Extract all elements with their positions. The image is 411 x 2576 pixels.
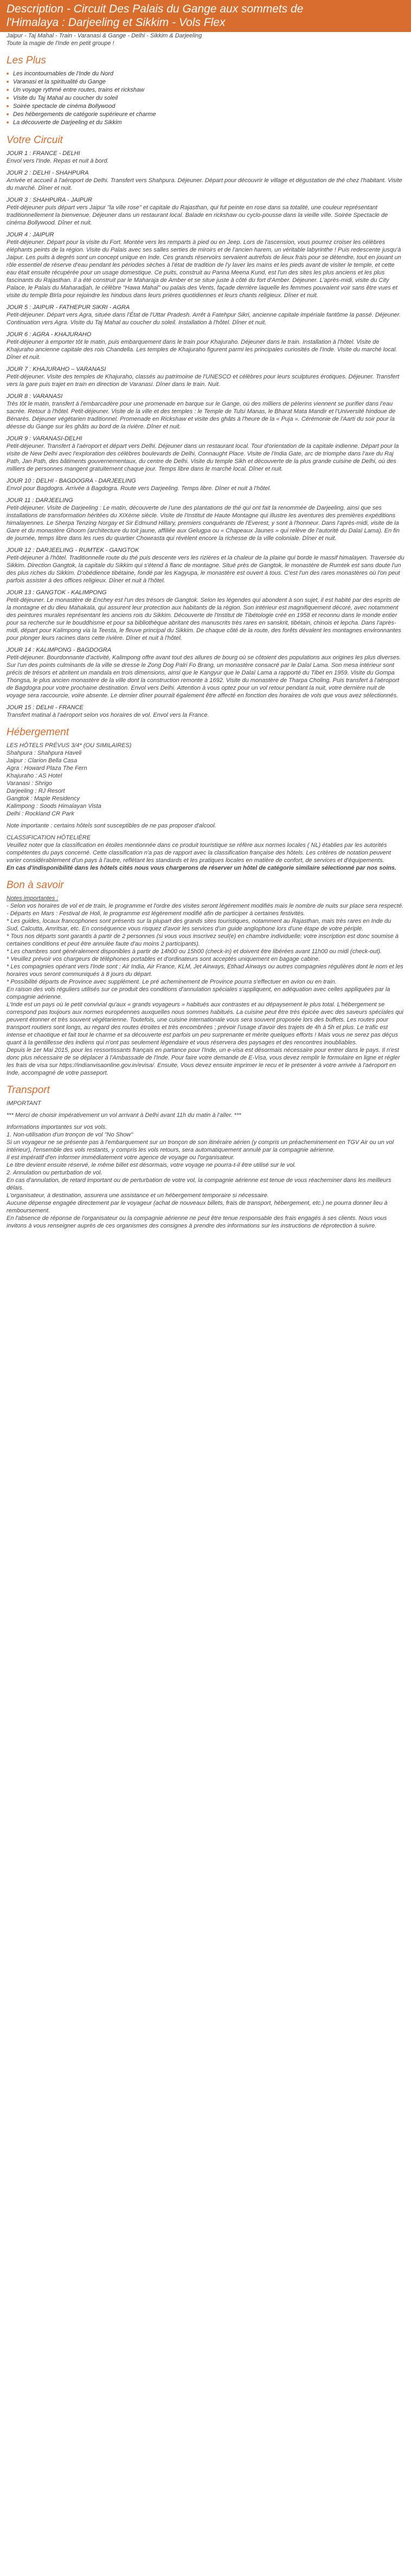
hotel-item: Darjeeling : RJ Resort	[7, 788, 65, 794]
plus-item: ■ Les incontournables de l'Inde du Nord	[7, 70, 404, 78]
transport-item: L'organisateur, à destination, assurera une assistance et un hébergement temporaire si nécessaire.	[7, 1192, 269, 1199]
plus-item: ■ Des hébergements de catégorie supérieure et charme	[7, 111, 404, 119]
bon-item: L'Inde est un pays où le petit convivial qu'aux « grands voyageurs » habitués aux contrastes et au dépaysement le plus total. L'hébergement se correspond pas toujours aux normes européennes auxquelles nous sommes habitués. La cuisine peut être très épicée avec des saveurs spéciales qui peuvent étonner et très souvent végétarienne. Toutefois, une cuisine internationale vous sera souvent proposée lors des buffets. Les routes pour transport routiers sont longs, au regard des routes étroites et très encombrées ; prévoir l'usage d'avoir des trajets de 4h à 5h et plus. Le trafic est intense et chaotique et fait tout le charme et sa découverte est parfois un peu surprenante et mérite quelques efforts ! Mais vous ne serez pas déçus quant à la gentillesse des indiens qui n'ont pas seulement légendaire et vous réservera des paysages et des rencontres inoubliables.	[7, 1001, 403, 1046]
day-title: JOUR 13 : GANGTOK - KALIMPONG	[7, 589, 107, 596]
bon-item: * Les guides, locaux francophones sont présents sur la plupart des grands sites touristiques, notamment au Rajasthan, mais très rares en Inde du Sud, Calcutta, Amritsar, etc. En conséquence vous risquez d'avoir les services d'un guide anglophone lors d'une étape de votre périple.	[7, 918, 391, 932]
day-title: JOUR 1 : FRANCE - DELHI	[7, 150, 80, 157]
day-description: Petit-déjeuner puis départ vers Jaipur "la ville rose" et capitale du Rajasthan, qui fut peinte en rose dans sa totalité, une couleur représentant traditionnellement la bienvenue. Déjeuner dans un restaurant local. Balade en rickshaw ou cyclo-pousse dans la vieille ville. Soirée Spectacle de cinéma Bollywood. Dîner et nuit.	[7, 204, 388, 226]
day-title: JOUR 8 : VARANASI	[7, 393, 63, 400]
day-title: JOUR 11 : DARJEELING	[7, 497, 73, 504]
bon-item: * Possibilité départs de Province avec supplément. Le pré acheminement de Province pourra s'effectuer en avion ou en train.	[7, 979, 337, 985]
day-item	[0, 196, 411, 227]
title-line-2: l'Himalaya : Darjeeling et Sikkim - Vols Flex	[7, 16, 226, 29]
transport-note: *** Merci de choisir impérativement un vol arrivant à Delhi avant 11h du matin à l'aller. ***	[7, 1112, 241, 1119]
day-description: Envol vers l'Inde. Repas et nuit à bord.	[7, 158, 109, 164]
plus-title: Les Plus	[7, 55, 46, 66]
hotel-item: Shahpura : Shahpura Haveli	[7, 750, 82, 756]
classification-text-2: En cas d'indisponibilité dans les hôtels cités nous vous chargerons de réserver un hôtel de catégorie similaire sélectionné par nos soins.	[7, 865, 397, 871]
day-title: JOUR 14 : KALIMPONG - BAGDOGRA	[7, 647, 112, 653]
day-description: Petit-déjeuner. Départ pour la visite du Fort. Montée vers les remparts à pied ou en Jeep. Lors de l'ascension, vous pourrez croiser les célèbres éléphants peints de la région. Visite du Palais avec ses salles serties de miroirs et de l'ancien harem, un véritable labyrinthe ! Puis redescente jusqu'à Jaipur. Les puits à degrés sont un concept unique en Inde. Ces grands réservoirs servaient autrefois de lieux frais pour se détendre, tout en jouant un rôle essentiel de réserve d'eau pendant les périodes sèches à l'état de tradition de l'y laver les mains et les pieds avant de visiter le temple, et cette eau était ensuite récupérée pour un usage domestique. Ce puits, construit au Panna Meena Kund, est l'un des sites les plus anciens et les plus fascinants du Rajasthan. Il a été construit par le Maharaja de Amber et se situe juste à côté du fort d'Amber. Déjeuner. L'après-midi, visite du City Palace, le Palais du Maharadjah, le célèbre "Hawa Mahal" ou palais des Vents, façade derrière laquelle les femmes pouvaient voir sans être vues et visite du temple Birla pour rejoindre les hindous dans leurs prières quotidiennes et leurs chants religieux. Dîner et nuit.	[7, 239, 401, 299]
hotel-item: Varanasi : Shrigo	[7, 780, 52, 787]
bon-item: - Selon vos horaires de vol et de train, le programme et l'ordre des visites seront légèrement modifiés mais le nombre de nuits sur place sera respecté.	[7, 903, 404, 909]
transport-item: 2. Annulation ou perturbation de vol.	[7, 1170, 102, 1176]
transport-important: IMPORTANT	[7, 1100, 41, 1107]
hotel-item: Jaipur : Clarion Bella Casa	[7, 757, 78, 764]
plus-item: ■ Varanasi et la spiritualité du Gange	[7, 78, 404, 86]
hotel-item: Delhi : Rockland CR Park	[7, 811, 74, 817]
bon-item: * Les chambres sont généralement disponibles à partir de 14h00 ou 15h00 (check-in) et doivent être libérées avant 11h00 ou midi (check-out).	[7, 948, 382, 955]
circuit-title: Votre Circuit	[7, 134, 63, 146]
transport-item: 1. Non-utilisation d'un tronçon de vol "No Show"	[7, 1132, 133, 1138]
page-title	[0, 0, 411, 32]
day-item	[0, 704, 411, 719]
day-title: JOUR 2 : DELHI - SHAHPURA	[7, 170, 89, 176]
transport-items	[7, 1131, 404, 1230]
transport-item: Il est impératif d'en informer immédiatement votre agence de voyage ou l'organisateur.	[7, 1154, 235, 1161]
hotels-note: Note importante : certains hôtels sont susceptibles de ne pas proposer d'alcool.	[7, 823, 216, 829]
day-description: Petit-déjeuner. Le monastère de Enchey est l'un des trésors de Gangtok. Selon les légendes qui abondent à son sujet, il est habité par des esprits de la montagne et du dieu Mahakala, qui assurent leur protection aux habitants de la région. Son intérieur est magnifiquement décoré, avec notamment des peintures murales représentant les anciens rois du Sikkim. Découverte de l'Institut de Tibétologie créé en 1958 et reconnu dans le monde entier pour sa recherche sur le bouddhisme et pour sa bibliothèque abritant des manuscrits très rares en sanskrit, tibétain, chinois et lepcha. Dans l'après-midi, départ pour Kalimpong via la Teesta, le fleuve principal du Sikkim. De chaque côté de la route, des forêts dévalent les montagnes environnantes pour plonger leurs racines dans cette rivière. Dîner et nuit à l'hôtel.	[7, 597, 401, 641]
day-description: Petit-déjeuner à l'hôtel. Traditionnelle route du thé puis descente vers les rizières et la chaleur de la plaine qui borde le massif himalayen. Traversée du Sikkim. Direction Gangtok, la capitale du Sikkim qui s'étend à flanc de montagne. Situé près de Gangtok, le monastère de Rumtek est sans doute l'un des plus riches du Sikkim. D'obédience tibétaine, fondé par les Kagyupa, le monastère est ouvert à tous. C'est l'un des rares monastères où l'on peut parfois assister à des offices religieux. Dîner et nuit à l'hôtel.	[7, 555, 404, 584]
day-description: Petit-déjeuner. Visite des temples de Khajuraho, classés au patrimoine de l'UNESCO et célèbres pour leurs sculptures érotiques. Déjeuner. Transfert vers la gare puis trajet en train en direction de Varanasi. Dîner dans le train. Nuit.	[7, 374, 400, 388]
bon-item: * Tous nos départs sont garantis à partir de 2 personnes (si vous vous inscrivez seul(e) en chambre individuelle; votre inscription est donc soumise à certaines conditions et peut être annulée faute d'au moins 2 participants).	[7, 933, 399, 947]
bon-item: * Veuillez prévoir vos chargeurs de téléphones portables et d'ordinateurs sont acceptés uniquement en bagage cabine.	[7, 956, 320, 962]
day-item	[0, 231, 411, 299]
bon-title: Bon à savoir	[7, 879, 64, 891]
day-title: JOUR 6 : AGRA - KHAJURAHO	[7, 331, 92, 338]
hotels-block	[0, 742, 411, 872]
day-item	[0, 393, 411, 431]
day-description: Arrivée et accueil à l'aéroport de Delhi. Transfert vers Shahpura. Déjeuner. Départ pour découvrir le village et dégustation de thé chez l'habitant. Visite du marché. Dîner et nuit.	[7, 177, 402, 191]
day-item	[0, 589, 411, 642]
page	[0, 0, 411, 1241]
plus-item: ■ Visite du Taj Mahal au coucher du soleil	[7, 94, 404, 102]
plus-item: ■ Soirée spectacle de cinéma Bollywood	[7, 102, 404, 111]
day-description: Petit-déjeuner à emporter tôt le matin, puis embarquement dans le train pour Khajuraho. Déjeuner dans le train. Installation à l'hôtel. Visite de Khajuraho ancienne capitale des rois Chandella. Les temples de Khajuraho figurent parmi les principales curiosités de l'Inde. Visite du marché local. Dîner et nuit.	[7, 339, 397, 361]
day-description: Petit-déjeuner. Visite de Darjeeling : Le matin, découverte de l'une des plantations de thé qui ont fait la renommée de Darjeeling, ainsi que ses installations de transformation héritées du XIXème siècle. Visite de l'Institut de Haute Montagne qui illustre les aventures des premières expéditions himalayennes. Le Sherpa Tenzing Norgay et Sir Edmund Hillary, premiers conquérants de l'Everest, y sont à l'honneur. Dans l'après-midi, visite de la Gare et du monastère Ghoom (architecture du toit jaune, affiliée aux Gelugpa ou « Chapeaux Jaunes » qui relève de l'autorité du Dalaï Lama). En fin de journée, temps libre dans les rues du quartier Chowrasta qui révèlent encore la richesse de la ville coloniale. Dîner et nuit.	[7, 505, 400, 542]
bon-item: Depuis le 1er Mai 2015, pour les ressortissants français en partance pour l'Inde, un e-visa est désormais nécessaire pour entrer dans le pays. Il n'est donc plus nécessaire de se déplacer à l'Ambassade de l'Inde. Pour faire votre demande de E-Visa, vous devez remplir le formulaire en ligne et régler les frais de visa sur https://indianvisaonline.gov.in/evisa/. Ensuite, Vous devez ensuite imprimer le recu et le présenter à votre arrivée à l'aéroport en Inde, accompagné de votre passeport.	[7, 1047, 400, 1076]
day-item	[0, 497, 411, 542]
transport-block	[0, 1100, 411, 1230]
transport-item: Si un voyageur ne se présente pas à l'embarquement sur un tronçon de son itinéraire aérien (y compris un préacheminement en TGV Air ou un vol intérieur), l'ensemble des vols restants, y compris les vols retours, sera automatiquement annulé par la compagnie aérienne.	[7, 1139, 394, 1153]
day-title: JOUR 3 : SHAHPURA - JAIPUR	[7, 197, 92, 203]
tagline: Toute la magie de l'Inde en petit groupe !	[7, 40, 114, 47]
day-title: JOUR 12 : DARJEELING - RUMTEK - GANGTOK	[7, 547, 139, 554]
bon-items	[7, 902, 404, 1077]
day-item	[0, 150, 411, 165]
day-title: JOUR 5 : JAIPUR - FATHEPUR SIKRI - AGRA	[7, 304, 130, 311]
transport-item: En cas d'annulation, de retard important ou de perturbation de votre vol, la compagnie aérienne est tenue de vous réacheminer dans les meilleurs délais.	[7, 1177, 391, 1191]
day-description: Très tôt le matin, transfert à l'embarcadère pour une promenade en barque sur le Gange, où des milliers de pèlerins viennent se purifier dans l'eau sacrée. Retour à l'hôtel. Petit-déjeuner. Visite de la ville et des temples : le Temple de Tulsi Manas, le Bharat Mata Mandir et l'Université hindoue de Bénarès. Déjeuner végétarien traditionnel. Promenade en Rickshaw et visite des ghâts à l'heure de la « Puja ». Cérémonie de l'Aarti du soir pour la déesse du Gange sur les ghâts au bord de la rivière. Dîner et nuit.	[7, 401, 396, 430]
day-item	[0, 547, 411, 584]
day-description: Envol pour Bagdogra. Arrivée à Bagdogra. Route vers Darjeeling. Temps libre. Dîner et nuit à l'hôtel.	[7, 485, 271, 492]
classification-title: CLASSIFICATION HÔTELIÈRE	[7, 834, 91, 841]
hotels-list	[7, 749, 404, 818]
plus-item: ■ La découverte de Darjeeling et du Sikkim	[7, 119, 404, 127]
day-item	[0, 477, 411, 492]
bon-subtitle: Notes importantes :	[7, 895, 59, 902]
route-line: Jaipur - Taj Mahal - Train - Varanasi & Gange - Delhi - Sikkim & Darjeeling	[7, 33, 202, 39]
day-description: Petit-déjeuner. Bourdonnante d'activité, Kalimpong offre avant tout des allures de bourg où se côtoient des populations aux origines les plus diverses. Sur l'un des points culminants de la ville se dresse le Zong Dog Palri Fo Brang, un monastère consacré par le Dalaï Lama. Son mesa intérieur sont précis de trésors et abritent un mandala en trois dimensions, ainsi que le Kangyur que le Dalaï Lama a rapporté du Tibet en 1959. Visite du Gompa Thongsa, le plus ancien monastère de la ville dont la construction remonte à 1692. Visite du monastère de Tharpa Choling. Puis transfert à l'aéroport de Bagdogra pour votre prochaine destination. Envol vers Delhi. Attention à vous optez pour un vol retour pendant la nuit, votre dernière nuit de voyage sera raccourcie, voire absente. Le dernier dîner pourrait également être affecté en fonction des horaires de vols que vous avez sélectionnés.	[7, 654, 401, 699]
transport-title: Transport	[7, 1084, 50, 1096]
classification-text: Veuillez noter que la classification en étoiles mentionnée dans ce produit touristique se réfère aux normes locales ( NL) établies par les autorités compétentes du pays concerné. Cette classification n'a pas de rapport avec la classification française des hôtels. Les critères de notation peuvent varier considérablement d'un pays à l'autre, reflétant les standards et les pratiques locales en matière de confort, de services et d'équipements.	[7, 842, 391, 864]
transport-item: Le titre devient ensuite réservé, le même billet est désormais, votre voyage ne pourra-t-il être utilisé sur le vol.	[7, 1162, 296, 1168]
day-description: Petit-déjeuner. Départ vers Agra, située dans l'État de l'Uttar Pradesh. Arrêt à Fatehpur Sikri, ancienne capitale impériale fantôme la passé. Déjeuner. Continuation vers Agra. Visite du Taj Mahal au coucher du soleil. Installation à l'hôtel. Dîner et nuit.	[7, 312, 401, 326]
day-title: JOUR 7 : KHAJURAHO – VARANASI	[7, 366, 106, 372]
day-title: JOUR 15 : DELHI - FRANCE	[7, 704, 84, 711]
hotel-item: Gangtok : Maple Residency	[7, 795, 80, 802]
day-title: JOUR 9 : VARANASI-DELHI	[7, 435, 82, 442]
hebergement-title: Hébergement	[7, 727, 69, 738]
day-item	[0, 169, 411, 192]
day-title: JOUR 10 : DELHI - BAGDOGRA - DARJEELING	[7, 478, 136, 484]
bon-block	[0, 895, 411, 1077]
transport-item: En l'absence de réponse de l'organisateur ou la compagnie aérienne ne peut être tenue responsable des frais engagés à ses clients. Nous vous invitons à vous renseigner auprès de ces organismes des consignes à prendre des informations sur les instructions de réprotection à suivre.	[7, 1215, 387, 1229]
hotels-title: LES HÔTELS PRÉVUS 3/4* (OU SIMILAIRES)	[7, 742, 132, 749]
transport-info-title: Informations importantes sur vos vols.	[7, 1124, 107, 1130]
day-item	[0, 646, 411, 699]
day-item	[0, 365, 411, 388]
plus-item: ■ Un voyage rythmé entre routes, trains et rickshaw	[7, 86, 404, 94]
hotel-item: Khajuraho : AS Hotel	[7, 773, 62, 779]
bon-item: - Départs en Mars : Festival de Holi, le programme est légèrement modifié afin de participer à certaines festivités.	[7, 910, 305, 917]
circuit-days	[0, 150, 411, 719]
plus-list	[0, 70, 411, 127]
transport-item: Aucune dépense engagée directement par le voyageur (achat de nouveaux billets, frais de transport, hébergement, etc.) ne pourra donner lieu à remboursement.	[7, 1200, 388, 1214]
day-item	[0, 331, 411, 361]
bon-item: * Les compagnies opérant vers l'Inde sont : Air India, Air France, KLM, Jet Airways, Etihad Airways ou autres compagnies régulières dont le nom et les horaires vous seront communiqués à 8 jours du départ.	[7, 963, 403, 978]
day-title: JOUR 4 : JAIPUR	[7, 232, 54, 238]
title-line-1: Description - Circuit Des Palais du Gange aux sommets de	[7, 3, 304, 15]
hotel-item: Agra : Howard Plaza The Fern	[7, 765, 87, 772]
day-description: Petit-déjeuner. Transfert à l'aéroport et départ vers Delhi. Déjeuner dans un restaurant local. Tour d'orientation de la capitale indienne. Départ pour la visite de New Delhi avec l'exploration des célèbres boulevards de Delhi, Connaught Place. Visite de l'India Gate, arc de triomphe dans l'axe du Raj Path, Jan Path, des bâtiments gouvernementaux, du centre de Delhi. Visite du temple Sikh et découverte de la plus grande cuisine de Delhi, où des milliers de personnes mangent gratuitement chaque jour. Temps libre dans le marché local. Dîner et nuit.	[7, 443, 399, 472]
bon-item: En raison des vols réguliers utilisés sur ce produit des conditions d'annulation spéciales s'appliquent, en adéquation avec celles appliquées par la compagnie aérienne.	[7, 986, 390, 1000]
day-description: Transfert matinal à l'aéroport selon vos horaires de vol. Envol vers la France.	[7, 712, 209, 718]
hotel-item: Kalimpong : Soods Himalayan Vista	[7, 803, 101, 810]
day-item	[0, 435, 411, 473]
day-item	[0, 304, 411, 326]
